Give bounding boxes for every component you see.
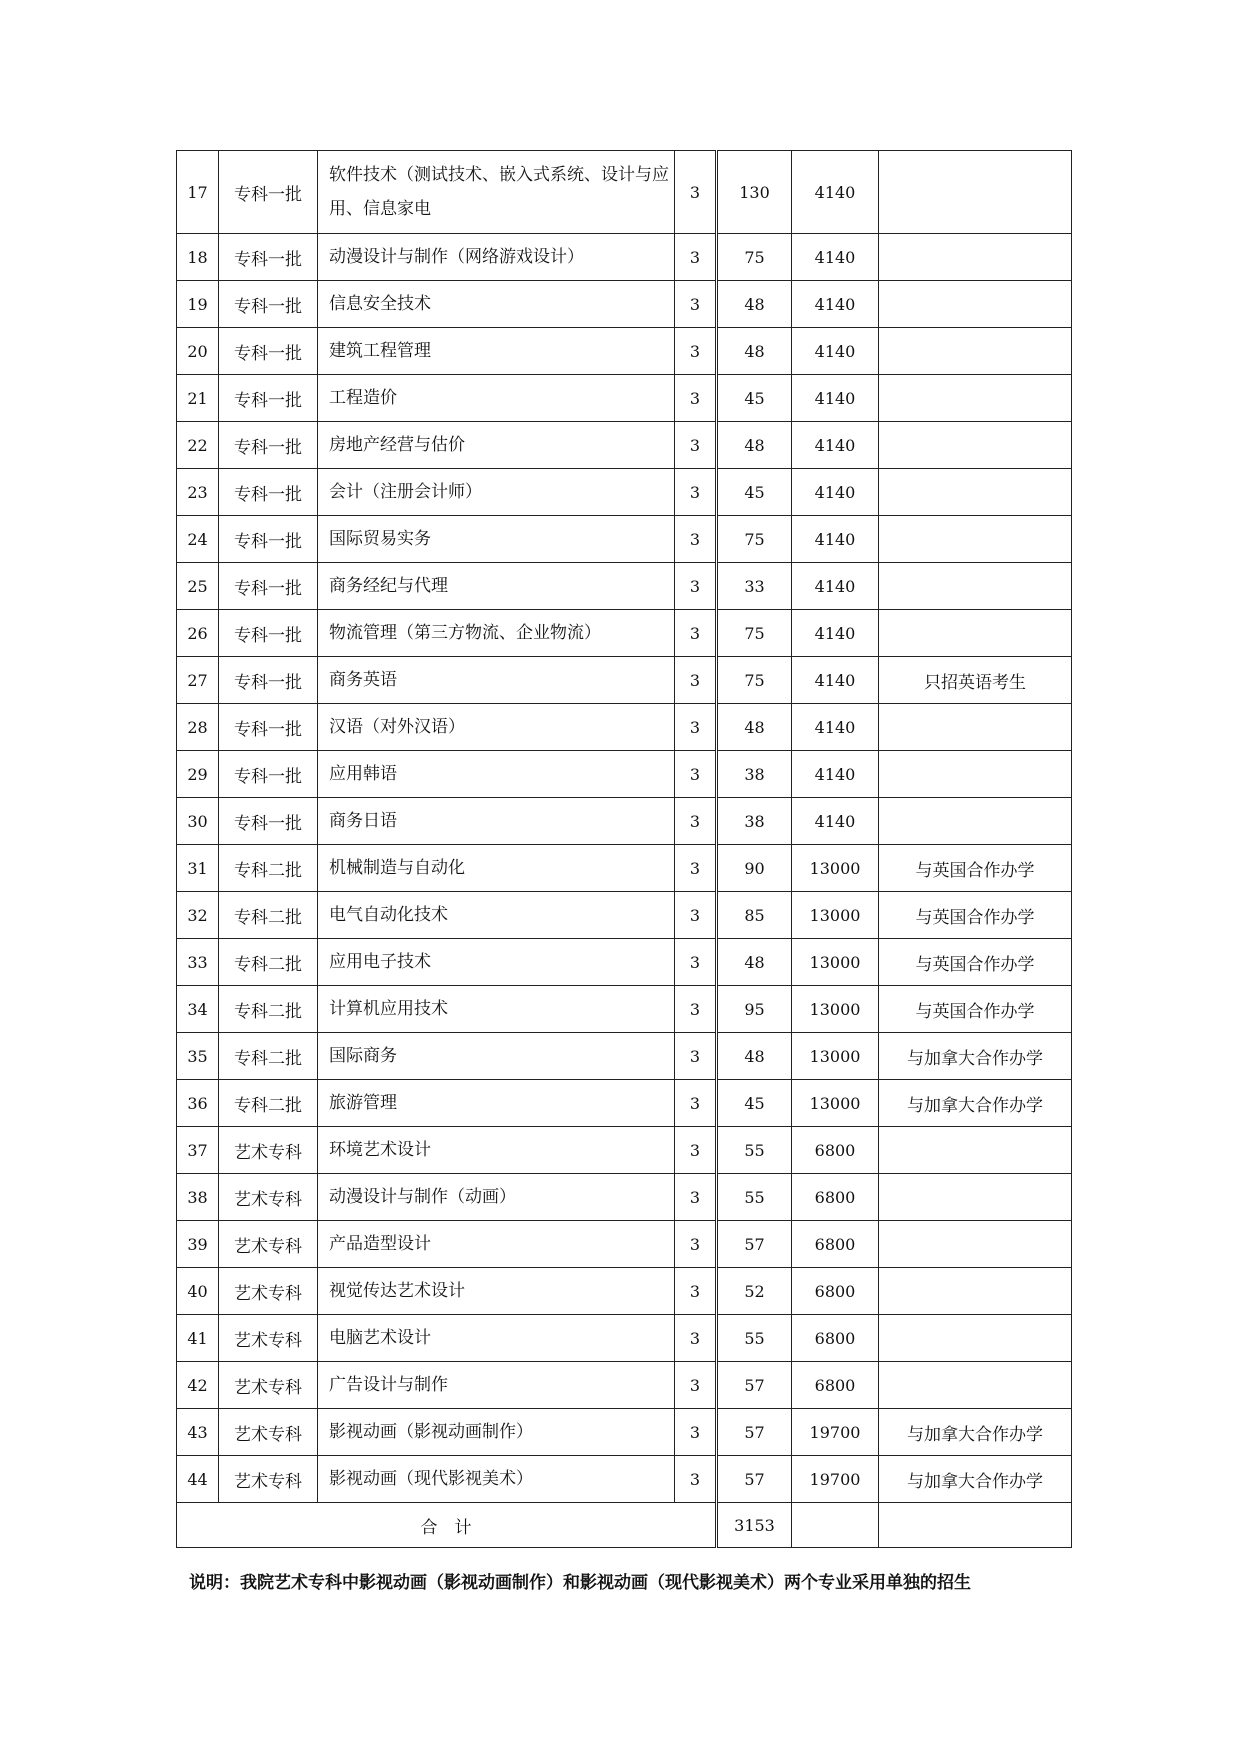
remark-cell: 与加拿大合作办学 — [879, 1080, 1072, 1127]
years-cell: 3 — [675, 328, 717, 375]
plan-count-cell: 48 — [717, 1033, 792, 1080]
table-row — [177, 234, 1072, 281]
batch-cell: 专科一批 — [219, 516, 318, 563]
tuition-fee-cell: 4140 — [792, 375, 879, 422]
row-number-cell: 44 — [177, 1456, 219, 1503]
major-cell: 软件技术（测试技术、嵌入式系统、设计与应用、信息家电 — [318, 151, 675, 234]
row-number-cell: 29 — [177, 751, 219, 798]
batch-cell: 专科一批 — [219, 751, 318, 798]
table-row — [177, 281, 1072, 328]
remark-cell — [879, 1221, 1072, 1268]
table-row — [177, 375, 1072, 422]
row-number-cell: 43 — [177, 1409, 219, 1456]
major-cell: 产品造型设计 — [318, 1221, 675, 1268]
table-row — [177, 1456, 1072, 1503]
remark-cell — [879, 234, 1072, 281]
footnote: 说明：我院艺术专科中影视动画（影视动画制作）和影视动画（现代影视美术）两个专业采用单独的招生 — [189, 1573, 971, 1593]
table-row — [177, 1409, 1072, 1456]
tuition-fee-cell: 19700 — [792, 1456, 879, 1503]
years-cell: 3 — [675, 657, 717, 704]
batch-cell: 专科一批 — [219, 375, 318, 422]
row-number-cell: 25 — [177, 563, 219, 610]
tuition-fee-cell: 6800 — [792, 1221, 879, 1268]
tuition-fee-cell: 13000 — [792, 1080, 879, 1127]
remark-cell — [879, 375, 1072, 422]
years-cell: 3 — [675, 375, 717, 422]
years-cell: 3 — [675, 234, 717, 281]
major-cell: 商务英语 — [318, 657, 675, 704]
plan-count-cell: 38 — [717, 798, 792, 845]
table-row — [177, 1221, 1072, 1268]
batch-cell: 艺术专科 — [219, 1409, 318, 1456]
batch-cell: 专科一批 — [219, 798, 318, 845]
tuition-fee-cell: 4140 — [792, 234, 879, 281]
row-number-cell: 40 — [177, 1268, 219, 1315]
tuition-fee-cell: 4140 — [792, 798, 879, 845]
table-row — [177, 563, 1072, 610]
plan-count-cell: 75 — [717, 516, 792, 563]
remark-cell: 只招英语考生 — [879, 657, 1072, 704]
batch-cell: 专科一批 — [219, 328, 318, 375]
years-cell: 3 — [675, 1033, 717, 1080]
row-number-cell: 41 — [177, 1315, 219, 1362]
remark-cell — [879, 563, 1072, 610]
years-cell: 3 — [675, 892, 717, 939]
row-number-cell: 26 — [177, 610, 219, 657]
batch-cell: 专科二批 — [219, 1080, 318, 1127]
years-cell: 3 — [675, 1080, 717, 1127]
tuition-fee-cell: 6800 — [792, 1362, 879, 1409]
batch-cell: 专科一批 — [219, 281, 318, 328]
years-cell: 3 — [675, 1127, 717, 1174]
batch-cell: 专科二批 — [219, 939, 318, 986]
batch-cell: 艺术专科 — [219, 1315, 318, 1362]
major-cell: 广告设计与制作 — [318, 1362, 675, 1409]
remark-cell — [879, 1315, 1072, 1362]
major-cell: 机械制造与自动化 — [318, 845, 675, 892]
years-cell: 3 — [675, 151, 717, 234]
plan-count-cell: 75 — [717, 657, 792, 704]
row-number-cell: 35 — [177, 1033, 219, 1080]
batch-cell: 专科二批 — [219, 845, 318, 892]
plan-count-cell: 57 — [717, 1409, 792, 1456]
table-row — [177, 751, 1072, 798]
remark-cell — [879, 751, 1072, 798]
batch-cell: 艺术专科 — [219, 1456, 318, 1503]
table-row — [177, 469, 1072, 516]
major-cell: 环境艺术设计 — [318, 1127, 675, 1174]
table-row — [177, 328, 1072, 375]
tuition-fee-cell: 6800 — [792, 1268, 879, 1315]
table-row — [177, 1080, 1072, 1127]
years-cell: 3 — [675, 610, 717, 657]
batch-cell: 专科一批 — [219, 563, 318, 610]
tuition-fee-cell: 6800 — [792, 1315, 879, 1362]
major-cell: 会计（注册会计师） — [318, 469, 675, 516]
row-number-cell: 30 — [177, 798, 219, 845]
tuition-fee-cell: 13000 — [792, 845, 879, 892]
major-cell: 建筑工程管理 — [318, 328, 675, 375]
remark-cell — [879, 281, 1072, 328]
total-label: 合 计 — [177, 1503, 717, 1548]
years-cell: 3 — [675, 939, 717, 986]
years-cell: 3 — [675, 704, 717, 751]
tuition-fee-cell: 4140 — [792, 151, 879, 234]
tuition-fee-cell: 4140 — [792, 469, 879, 516]
plan-count-cell: 45 — [717, 469, 792, 516]
remark-cell: 与加拿大合作办学 — [879, 1033, 1072, 1080]
table-row — [177, 845, 1072, 892]
remark-cell: 与英国合作办学 — [879, 939, 1072, 986]
row-number-cell: 32 — [177, 892, 219, 939]
major-cell: 影视动画（影视动画制作） — [318, 1409, 675, 1456]
plan-count-cell: 95 — [717, 986, 792, 1033]
plan-count-cell: 55 — [717, 1315, 792, 1362]
major-cell: 信息安全技术 — [318, 281, 675, 328]
years-cell: 3 — [675, 751, 717, 798]
total-row — [177, 1503, 1072, 1548]
tuition-fee-cell: 19700 — [792, 1409, 879, 1456]
remark-cell — [879, 1127, 1072, 1174]
table-row — [177, 1268, 1072, 1315]
years-cell: 3 — [675, 1221, 717, 1268]
batch-cell: 专科二批 — [219, 1033, 318, 1080]
remark-cell — [879, 151, 1072, 234]
table-row — [177, 986, 1072, 1033]
plan-count-cell: 130 — [717, 151, 792, 234]
batch-cell: 专科一批 — [219, 657, 318, 704]
years-cell: 3 — [675, 516, 717, 563]
remark-cell — [879, 1268, 1072, 1315]
major-cell: 物流管理（第三方物流、企业物流） — [318, 610, 675, 657]
plan-count-cell: 55 — [717, 1174, 792, 1221]
major-cell: 商务经纪与代理 — [318, 563, 675, 610]
remark-cell — [879, 328, 1072, 375]
table-row — [177, 1174, 1072, 1221]
major-cell: 工程造价 — [318, 375, 675, 422]
major-cell: 房地产经营与估价 — [318, 422, 675, 469]
row-number-cell: 17 — [177, 151, 219, 234]
major-cell: 计算机应用技术 — [318, 986, 675, 1033]
plan-count-cell: 33 — [717, 563, 792, 610]
remark-cell: 与加拿大合作办学 — [879, 1456, 1072, 1503]
tuition-fee-cell: 6800 — [792, 1127, 879, 1174]
plan-count-cell: 90 — [717, 845, 792, 892]
plan-count-cell: 57 — [717, 1221, 792, 1268]
major-cell: 应用韩语 — [318, 751, 675, 798]
years-cell: 3 — [675, 563, 717, 610]
plan-count-cell: 48 — [717, 328, 792, 375]
row-number-cell: 21 — [177, 375, 219, 422]
plan-count-cell: 75 — [717, 234, 792, 281]
plan-count-cell: 85 — [717, 892, 792, 939]
row-number-cell: 23 — [177, 469, 219, 516]
table-row — [177, 1315, 1072, 1362]
tuition-fee-cell: 4140 — [792, 328, 879, 375]
major-cell: 视觉传达艺术设计 — [318, 1268, 675, 1315]
years-cell: 3 — [675, 1362, 717, 1409]
years-cell: 3 — [675, 281, 717, 328]
batch-cell: 专科一批 — [219, 234, 318, 281]
row-number-cell: 24 — [177, 516, 219, 563]
plan-count-cell: 45 — [717, 1080, 792, 1127]
table-row — [177, 704, 1072, 751]
table-row — [177, 151, 1072, 234]
years-cell: 3 — [675, 1315, 717, 1362]
batch-cell: 专科二批 — [219, 892, 318, 939]
batch-cell: 艺术专科 — [219, 1221, 318, 1268]
empty-cell — [879, 1503, 1072, 1548]
row-number-cell: 31 — [177, 845, 219, 892]
tuition-fee-cell: 6800 — [792, 1174, 879, 1221]
plan-count-cell: 75 — [717, 610, 792, 657]
tuition-fee-cell: 13000 — [792, 892, 879, 939]
remark-cell: 与加拿大合作办学 — [879, 1409, 1072, 1456]
major-cell: 国际贸易实务 — [318, 516, 675, 563]
plan-count-cell: 48 — [717, 422, 792, 469]
batch-cell: 专科一批 — [219, 151, 318, 234]
remark-cell — [879, 610, 1072, 657]
tuition-fee-cell: 13000 — [792, 986, 879, 1033]
total-plan-cell: 3153 — [717, 1503, 792, 1548]
tuition-fee-cell: 4140 — [792, 610, 879, 657]
tuition-fee-cell: 4140 — [792, 751, 879, 798]
plan-count-cell: 52 — [717, 1268, 792, 1315]
years-cell: 3 — [675, 1456, 717, 1503]
batch-cell: 艺术专科 — [219, 1127, 318, 1174]
major-cell: 影视动画（现代影视美术） — [318, 1456, 675, 1503]
tuition-fee-cell: 13000 — [792, 1033, 879, 1080]
batch-cell: 专科一批 — [219, 469, 318, 516]
major-cell: 国际商务 — [318, 1033, 675, 1080]
major-cell: 商务日语 — [318, 798, 675, 845]
remark-cell: 与英国合作办学 — [879, 892, 1072, 939]
remark-cell — [879, 704, 1072, 751]
plan-count-cell: 45 — [717, 375, 792, 422]
row-number-cell: 34 — [177, 986, 219, 1033]
tuition-fee-cell: 4140 — [792, 704, 879, 751]
table-row — [177, 892, 1072, 939]
plan-count-cell: 57 — [717, 1362, 792, 1409]
row-number-cell: 39 — [177, 1221, 219, 1268]
tuition-fee-cell: 13000 — [792, 939, 879, 986]
remark-cell — [879, 1362, 1072, 1409]
empty-cell — [792, 1503, 879, 1548]
major-cell: 旅游管理 — [318, 1080, 675, 1127]
table-row — [177, 939, 1072, 986]
row-number-cell: 36 — [177, 1080, 219, 1127]
years-cell: 3 — [675, 986, 717, 1033]
table-row — [177, 1033, 1072, 1080]
remark-cell — [879, 469, 1072, 516]
row-number-cell: 20 — [177, 328, 219, 375]
enrollment-plan-table — [176, 150, 1072, 1548]
batch-cell: 专科一批 — [219, 610, 318, 657]
table-row — [177, 798, 1072, 845]
years-cell: 3 — [675, 798, 717, 845]
batch-cell: 专科一批 — [219, 704, 318, 751]
plan-count-cell: 55 — [717, 1127, 792, 1174]
table-row — [177, 657, 1072, 704]
tuition-fee-cell: 4140 — [792, 657, 879, 704]
plan-count-cell: 48 — [717, 939, 792, 986]
row-number-cell: 27 — [177, 657, 219, 704]
major-cell: 电脑艺术设计 — [318, 1315, 675, 1362]
batch-cell: 专科二批 — [219, 986, 318, 1033]
years-cell: 3 — [675, 845, 717, 892]
plan-count-cell: 57 — [717, 1456, 792, 1503]
row-number-cell: 42 — [177, 1362, 219, 1409]
plan-count-cell: 48 — [717, 281, 792, 328]
row-number-cell: 19 — [177, 281, 219, 328]
row-number-cell: 28 — [177, 704, 219, 751]
tuition-fee-cell: 4140 — [792, 563, 879, 610]
years-cell: 3 — [675, 1409, 717, 1456]
batch-cell: 艺术专科 — [219, 1268, 318, 1315]
major-cell: 汉语（对外汉语） — [318, 704, 675, 751]
table-row — [177, 1127, 1072, 1174]
major-cell: 应用电子技术 — [318, 939, 675, 986]
plan-count-cell: 48 — [717, 704, 792, 751]
major-cell: 电气自动化技术 — [318, 892, 675, 939]
table-row — [177, 516, 1072, 563]
tuition-fee-cell: 4140 — [792, 281, 879, 328]
row-number-cell: 38 — [177, 1174, 219, 1221]
plan-count-cell: 38 — [717, 751, 792, 798]
years-cell: 3 — [675, 1268, 717, 1315]
row-number-cell: 22 — [177, 422, 219, 469]
major-cell: 动漫设计与制作（网络游戏设计） — [318, 234, 675, 281]
row-number-cell: 33 — [177, 939, 219, 986]
tuition-fee-cell: 4140 — [792, 422, 879, 469]
table-row — [177, 1362, 1072, 1409]
remark-cell: 与英国合作办学 — [879, 986, 1072, 1033]
remark-cell — [879, 1174, 1072, 1221]
row-number-cell: 18 — [177, 234, 219, 281]
tuition-fee-cell: 4140 — [792, 516, 879, 563]
remark-cell — [879, 516, 1072, 563]
remark-cell: 与英国合作办学 — [879, 845, 1072, 892]
batch-cell: 专科一批 — [219, 422, 318, 469]
years-cell: 3 — [675, 1174, 717, 1221]
remark-cell — [879, 422, 1072, 469]
years-cell: 3 — [675, 469, 717, 516]
table-row — [177, 422, 1072, 469]
remark-cell — [879, 798, 1072, 845]
batch-cell: 艺术专科 — [219, 1362, 318, 1409]
major-cell: 动漫设计与制作（动画） — [318, 1174, 675, 1221]
row-number-cell: 37 — [177, 1127, 219, 1174]
batch-cell: 艺术专科 — [219, 1174, 318, 1221]
years-cell: 3 — [675, 422, 717, 469]
table-row — [177, 610, 1072, 657]
